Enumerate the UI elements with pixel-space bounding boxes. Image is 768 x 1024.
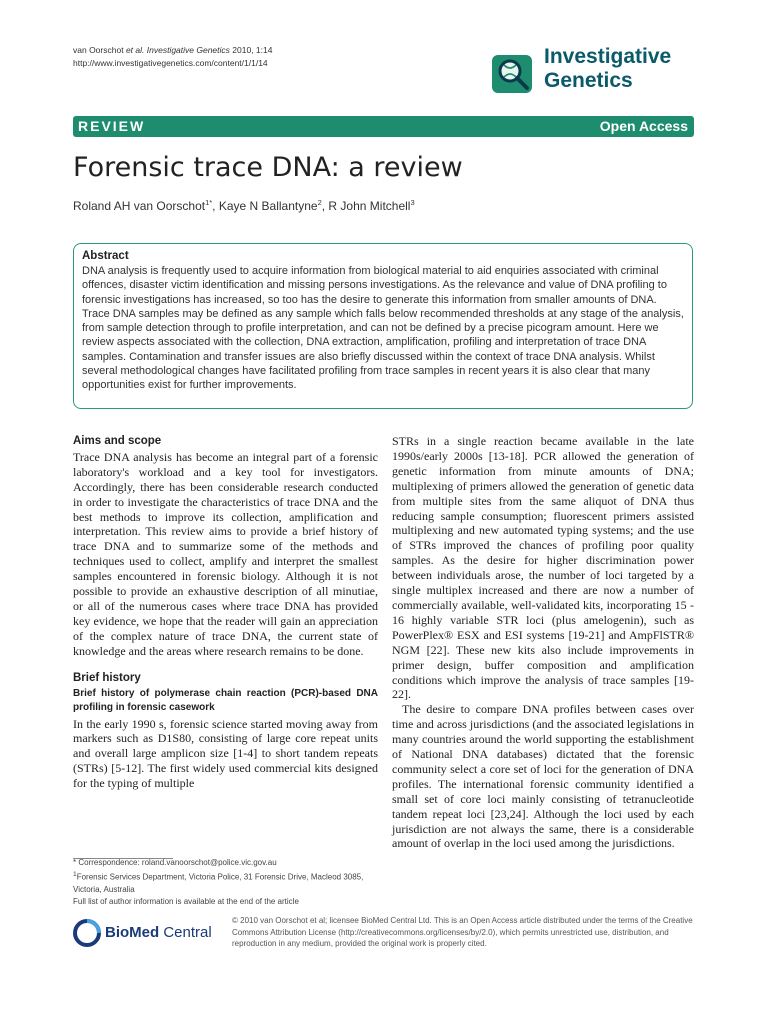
citation-authors: van Oorschot bbox=[73, 45, 124, 55]
author-info-note: Full list of author information is available at the end of the article bbox=[73, 897, 299, 907]
biomed-central-icon bbox=[73, 919, 101, 947]
citation-line bbox=[73, 44, 272, 57]
body-column-left bbox=[73, 434, 378, 791]
article-title: Forensic trace DNA: a review bbox=[73, 152, 463, 183]
abstract-box bbox=[73, 243, 693, 409]
journal-name-line2: Genetics bbox=[544, 69, 633, 92]
body-column-right bbox=[392, 434, 694, 851]
body-paragraph: The desire to compare DNA profiles between cases over time and across jurisdictions (and the associated legislations in many countries around the world supporting the establishment of National DNA databases) dictated that the forensic community select a core set of loci for the generation of DNA profiles. The international forensic community identified a small set of core loci mainly consisting of tetranucleotide tandem repeat loci [23,24]. Although the loci used by each jurisdiction are not always the same, there is a considerable amount of overlap in the loci used among the jurisdictions. bbox=[392, 702, 694, 851]
author-name: Kaye N Ballantyne bbox=[218, 199, 318, 213]
journal-name-line1: Investigative bbox=[544, 45, 672, 68]
abstract-text: DNA analysis is frequently used to acquire information from biological material to aid enquiries associated with criminal offences, disaster victim identification and missing persons investigations. As the relevance and value of DNA profiling to forensic investigations has increased, so too has the desire to generate this information from smaller amounts of DNA. Trace DNA samples may be defined as any sample which falls below recommended thresholds at any stage of the analysis, from sample detection through to profile interpretation, and can not be defined by a precise picogram amount. Here we review aspects associated with the collection, DNA extraction, amplification, profiling and interpretation of trace DNA samples. Contamination and transfer issues are also briefly discussed within the context of trace DNA analysis. Whilst several methodological changes have facilitated profiling from trace samples in recent years it is also clear that many opportunities exist for further improvements. bbox=[82, 265, 684, 392]
affiliation-note bbox=[73, 869, 378, 896]
citation-url[interactable]: http://www.investigativegenetics.com/content/1/1/14 bbox=[73, 58, 268, 68]
citation-volume: 2010, 1:14 bbox=[232, 45, 273, 55]
correspondence-note: * Correspondence: roland.vanoorschot@police.vic.gov.au bbox=[73, 858, 277, 867]
publisher-name bbox=[105, 924, 212, 941]
publisher-name-bold: BioMed bbox=[105, 924, 160, 941]
affiliation-text: Forensic Services Department, Victoria Police, 31 Forensic Drive, Macleod 3085, Victoria, Australia bbox=[73, 872, 364, 895]
open-access-label: Open Access bbox=[599, 118, 688, 134]
author-affiliation-mark: 2 bbox=[317, 198, 322, 207]
abstract-heading: Abstract bbox=[82, 250, 129, 262]
citation-journal: Investigative Genetics bbox=[146, 45, 230, 55]
section-heading-history: Brief history bbox=[73, 671, 141, 684]
publisher-name-rest: Central bbox=[159, 924, 212, 941]
publisher-logo bbox=[73, 919, 223, 947]
footnotes bbox=[73, 857, 378, 908]
section-heading-aims: Aims and scope bbox=[73, 435, 162, 447]
citation-etal: et al. bbox=[125, 45, 145, 55]
article-type-label: REVIEW bbox=[78, 118, 146, 134]
author-affiliation-mark: 3 bbox=[410, 198, 415, 207]
author-name: R John Mitchell bbox=[328, 199, 411, 213]
citation-header bbox=[73, 44, 272, 70]
dna-magnifier-icon bbox=[490, 51, 534, 95]
license-text: © 2010 van Oorschot et al; licensee BioMed Central Ltd. This is an Open Access article distributed under the terms of the Creative Commons Attribution License (http://creativecommons.org/licenses/by/2.0), which permits unrestricted use, distribution, and reproduction in any medium, provided the original work is properly cited. bbox=[232, 916, 693, 948]
article-type-banner bbox=[73, 116, 694, 137]
author-affiliation-mark: 1* bbox=[205, 198, 213, 207]
journal-name bbox=[544, 45, 671, 93]
subsection-heading-pcr: Brief history of polymerase chain reaction (PCR)-based DNA profiling in forensic casework bbox=[73, 687, 378, 713]
author-list: Roland AH van Oorschot$^{1*}$, Kaye N Ballantyne$^2$, R John Mitchell$^3$ bbox=[73, 198, 415, 213]
history-paragraph: In the early 1990 s, forensic science started moving away from markers such as D1S80, consisting of large core repeat units and overall large amplicon size [1-4] to short tandem repeats (STRs) [5-12]. The first widely used commercial kits designed for the typing of multiple bbox=[73, 716, 378, 791]
body-paragraph: STRs in a single reaction became available in the late 1990s/early 2000s [13-18]. PCR allowed the generation of genetic information from minute amounts of DNA; multiplexing of primers allowed the generation of genetic data from multiple sites from the same aliquot of DNA thus reducing sample consumption; fluorescent primers assisted multiplexing and new automated typing systems; and the use of STRs improved the chances of profiling poor quality samples. As the desire for higher discrimination power between individuals arose, the number of loci targeted by a single multiplex increased and there are now a number of commercially available, well-validated kits, incorporating 15 - 16 highly variable STR loci (plus amelogenin), such as PowerPlex® ESX and ESI systems [19-21] and AmpFlSTR® NGM [22]. These new kits also include improvements in primer design, buffer composition and amplification conditions which improve the analysis of trace samples [19-22]. bbox=[392, 434, 694, 702]
author-name: Roland AH van Oorschot bbox=[73, 199, 206, 213]
affiliation-mark: 1 bbox=[73, 871, 77, 879]
aims-paragraph: Trace DNA analysis has become an integral part of a forensic laboratory's workload and a key tool for investigators. Accordingly, there has been considerable research conducted in order to investigate the characteristics of trace DNA and the best methods to improve its collection, amplification and interpretation. This review aims to provide a brief history of trace DNA and to summarize some of the methods and techniques used to collect, amplify and interpret the smallest samples encountered in forensic biology. Although it is not possible to provide an exhaustive description of all minutiae, or all of the numerous cases where trace DNA has provided key evidence, we hope that the reader will gain an appreciation of the complex nature of trace DNA, the current state of knowledge and the areas where research remains to be done. bbox=[73, 449, 378, 658]
journal-logo bbox=[490, 45, 700, 103]
